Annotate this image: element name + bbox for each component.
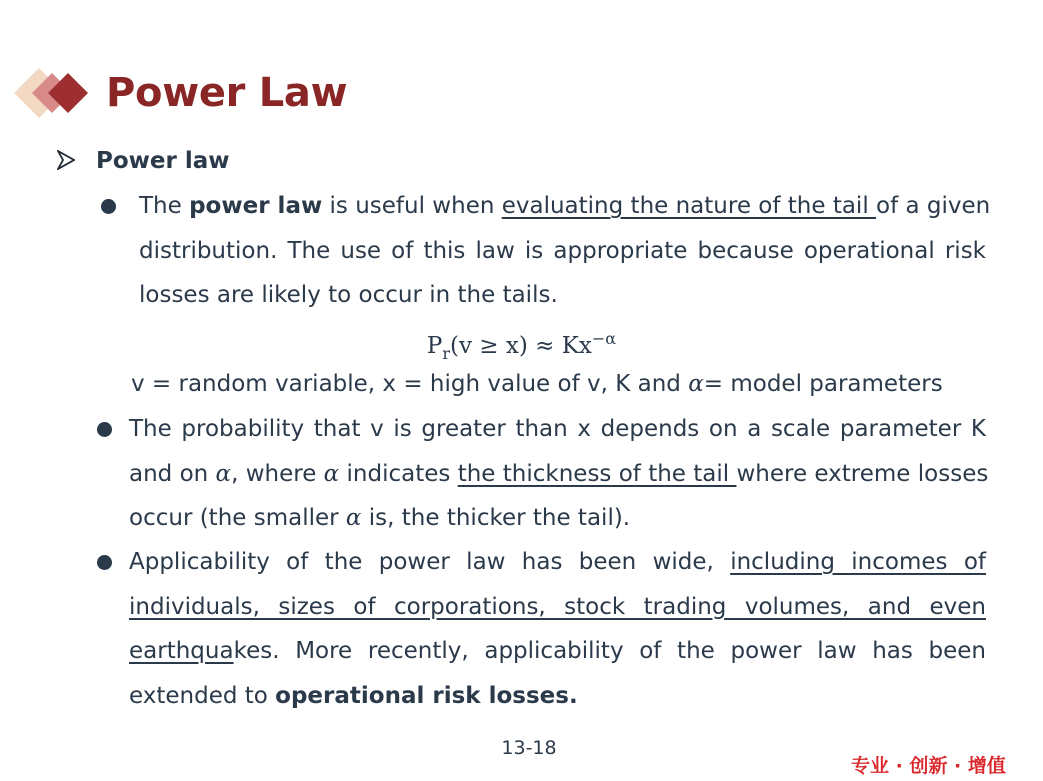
subheading: Power law <box>96 148 230 174</box>
underlined-phrase: individuals, sizes of corporations, stock trading volumes, and even <box>129 593 986 620</box>
underlined-phrase: the thickness of the tail <box>457 460 737 487</box>
arrowhead-bullet-icon <box>57 150 75 170</box>
bullet-1-paragraph <box>139 184 991 318</box>
slide-title: Power Law <box>106 70 348 116</box>
power-law-formula: $P_r(v \ge x) \approx Kx^{-\alpha}$ <box>426 329 617 363</box>
bullet-3-line-1: Applicability of the power law has been wide, including incomes of <box>129 549 986 575</box>
bold-term: operational risk losses. <box>275 682 578 709</box>
alpha-symbol: α <box>688 371 704 397</box>
page-number: 13-18 <box>501 737 557 759</box>
bullet-2-line-2: and on α, where α indicates the thickness of the tail where extreme losses <box>129 460 989 487</box>
variable-definitions: v = random variable, x = high value of v, K and α= model parameters <box>131 371 943 397</box>
underlined-phrase: earthqua <box>129 638 234 664</box>
bullet-dot-icon <box>97 422 112 437</box>
bullet-1-line-2: distribution. The use of this law is appropriate because operational risk <box>139 237 986 264</box>
bullet-2-line-3: occur (the smaller α is, the thicker the tail). <box>129 505 631 531</box>
bold-term: power law <box>189 193 323 219</box>
bullet-3-line-4: extended to operational risk losses. <box>129 682 578 709</box>
diamond-logo-icon <box>14 67 94 119</box>
bullet-3-line-2 <box>129 585 986 630</box>
bullet-dot-icon <box>101 199 116 214</box>
bullet-3-paragraph <box>129 540 986 718</box>
footer-tagline: 专业 · 创新 · 增值 <box>851 755 1006 777</box>
bullet-2-paragraph <box>129 407 989 541</box>
bullet-dot-icon <box>97 555 112 570</box>
bullet-3-line-3: earthquakes. More recently, applicability of the power law has been <box>129 638 986 664</box>
underlined-phrase: including incomes of <box>730 549 986 575</box>
bullet-2-line-1: The probability that v is greater than x depends on a scale parameter K <box>129 416 986 442</box>
bullet-1-line-3: losses are likely to occur in the tails. <box>139 282 558 308</box>
underlined-phrase: evaluating the nature of the tail <box>501 193 877 219</box>
bullet-1-line-1: The power law is useful when evaluating the nature of the tail of a given <box>139 193 991 219</box>
